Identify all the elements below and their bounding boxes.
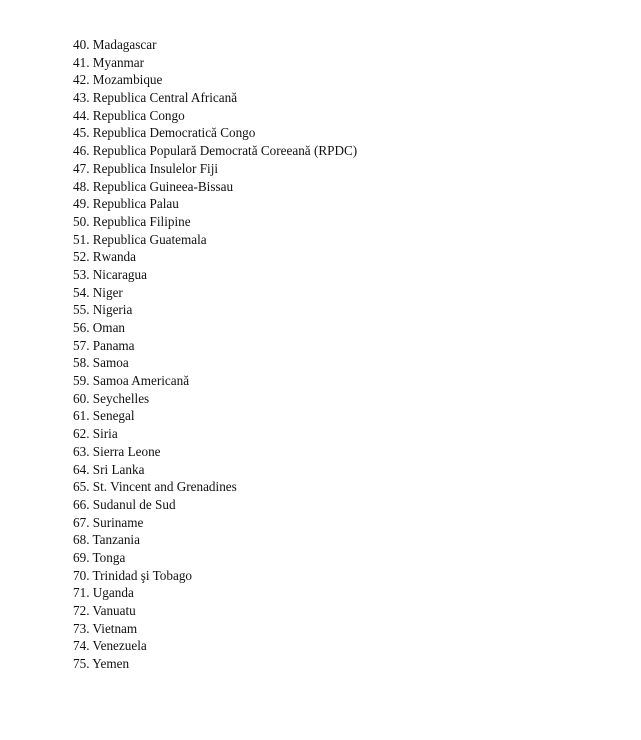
list-item: 62. Siria — [73, 426, 118, 442]
list-item: 46. Republica Populară Democrată Coreeană (RPDC) — [73, 143, 358, 159]
list-item: 52. Rwanda — [73, 249, 136, 265]
list-item: 47. Republica Insulelor Fiji — [73, 160, 219, 176]
list-item: 73. Vietnam — [73, 620, 138, 636]
list-item: 60. Seychelles — [73, 390, 150, 406]
list-item: 49. Republica Palau — [73, 196, 179, 212]
list-item: 67. Suriname — [73, 514, 144, 530]
list-item: 65. St. Vincent and Grenadines — [73, 479, 237, 495]
list-item: 74. Venezuela — [73, 638, 147, 654]
list-item: 54. Niger — [73, 284, 123, 300]
list-item: 41. Myanmar — [73, 54, 145, 70]
list-item: 48. Republica Guineea-Bissau — [73, 178, 234, 194]
list-item: 53. Nicaragua — [73, 266, 147, 282]
list-item: 45. Republica Democratică Congo — [73, 125, 256, 141]
list-item: 72. Vanuatu — [73, 603, 136, 618]
country-list — [73, 36, 357, 673]
list-item: 69. Tonga — [73, 549, 126, 565]
list-item: 55. Nigeria — [73, 302, 133, 318]
list-item: 61. Senegal — [73, 408, 135, 424]
list-item: 66. Sudanul de Sud — [73, 496, 176, 512]
list-item: 43. Republica Central Africană — [73, 90, 238, 106]
list-item: 40. Madagascar — [73, 37, 157, 52]
list-item: 50. Republica Filipine — [73, 213, 191, 229]
list-item: 68. Tanzania — [73, 532, 140, 548]
list-item: 59. Samoa Americană — [73, 373, 190, 389]
list-item: 64. Sri Lanka — [73, 461, 145, 477]
list-item: 51. Republica Guatemala — [73, 231, 207, 247]
list-item: 71. Uganda — [73, 585, 134, 601]
list-item: 70. Trinidad şi Tobago — [73, 567, 193, 583]
list-item: 56. Oman — [73, 320, 126, 335]
list-item: 75. Yemen — [73, 656, 130, 672]
list-item: 58. Samoa — [73, 355, 129, 371]
list-item: 57. Panama — [73, 337, 135, 353]
list-item: 44. Republica Congo — [73, 107, 185, 123]
list-item: 63. Sierra Leone — [73, 443, 161, 459]
list-item: 42. Mozambique — [73, 72, 163, 88]
